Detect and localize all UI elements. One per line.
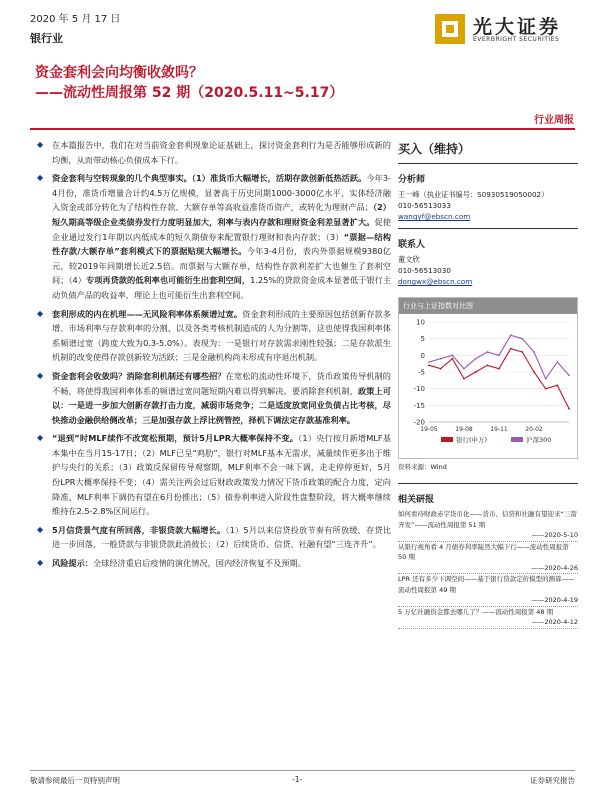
related-report-item[interactable] (398, 542, 578, 575)
data-point (533, 371, 535, 373)
contact-info (398, 254, 578, 287)
y-tick-label: 10 (416, 318, 425, 327)
header-divider (30, 128, 575, 130)
contact-name: 董文欣 (398, 255, 420, 264)
comparison-chart (398, 297, 578, 459)
analyst-phone: 010-56513033 (398, 201, 451, 210)
paragraph-facts: ◆ 资金套利与空转现象的几个典型事实。（1）准货币大幅增长，活期存款创新低热活跃。今年3-4月份，准货币增量合计约4.5万亿规模，显著高于历史同期1000-3000亿水平，实体经济融入资金或部分转化为了结构性存款、大额存单等高收益准货币资产，或转化为理财产品；（2）短久期高等级企业类债券发行力度明显加大，利率与表内存款和理财资金利差显著扩大。促使企业通过发行1年期以内低成本的短久期债券来配置银行理财和表内存款；（3）“票据—结构性存款/大额存单”套利模式下的票据贴现大幅增长。今年3-4月份，表内外票据规模9380亿元，较2019年同期增长近2.5倍。而票据与大额存单，结构性存款利差扩大也催生了套利空间；（4）专项再贷款的低利率也可能衍生出套利空间，1.25%的贷款资金成本显著低于银行主动负债产品的收益率，理论上也可能衍生出套利空间。 (37, 173, 392, 300)
y-tick-label: -5 (418, 368, 425, 377)
data-point (521, 351, 523, 353)
x-tick-label: 19-11 (490, 426, 508, 433)
data-point (556, 384, 558, 386)
x-tick-label: 19-05 (420, 426, 438, 433)
data-point (510, 334, 512, 336)
related-report-item[interactable] (398, 509, 578, 542)
diamond-bullet-icon: ◆ (37, 433, 44, 443)
data-point (451, 354, 453, 356)
sidebar-divider (398, 163, 578, 164)
chart-title: 行业与上证指数对比图 (399, 298, 577, 314)
data-point (545, 388, 547, 390)
diamond-bullet-icon: ◆ (37, 370, 44, 380)
diamond-bullet-icon: ◆ (37, 558, 44, 568)
related-report-date: ——2020-4-12 (398, 617, 578, 629)
chart-svg (399, 314, 575, 454)
logo-english: EVERBRIGHT SECURITIES (473, 36, 560, 43)
related-report-title: 从银行视角看 4 月债券利率陡然大幅下行——流动性周报第 50 期 (398, 542, 569, 561)
data-point (486, 364, 488, 366)
data-point (440, 358, 442, 360)
x-tick-label: 20-02 (525, 426, 543, 433)
report-type: 行业周报 (534, 115, 574, 126)
related-report-item[interactable] (398, 574, 578, 607)
analyst-info (398, 189, 578, 222)
data-point (428, 361, 430, 363)
paragraph-mlf: ◆ “退到”时MLF续作不改宽松预期，预计5月LPR大概率保持不变。（1）央行按月新增MLF基本集中在当月15-17日；（2）MLF已呈“鸡肋”，银行对MLF基本无需求，减量续作更多出于维护与央行的关系；（3）政策反保留传导观察期，MLF利率不会一味下调，走走停停更好，5月份LPR大概率保持不变；（4）需关注两会过后财政政策发力情况下货币政策的配合力度，定向降准、MLF利率下调仍有望在6月份推出；（5）债券利率进入阶段性盘整阶段，将大概率继续维持在2.5-2.8%区间运行。 (37, 433, 391, 517)
related-reports (398, 509, 578, 629)
main-body (36, 138, 391, 575)
sector-label: 银行业 (30, 32, 63, 45)
data-point (486, 351, 488, 353)
analyst-license: （执业证书编号：S0930519050002） (419, 190, 549, 199)
contact-phone: 010-56513030 (398, 266, 451, 275)
logo (433, 10, 593, 48)
data-point (568, 374, 570, 376)
data-point (463, 378, 465, 380)
data-point (510, 348, 512, 350)
related-report-date: ——2020-4-26 (398, 563, 578, 575)
legend-swatch (511, 437, 523, 442)
y-tick-label: 5 (420, 335, 425, 344)
data-point (545, 378, 547, 380)
data-point (533, 351, 535, 353)
data-point (568, 408, 570, 410)
diamond-bullet-icon: ◆ (37, 524, 44, 534)
related-report-date: ——2020-4-19 (398, 595, 578, 607)
page-subtitle: ——流动性周报第 52 期（2020.5.11~5.17） (35, 85, 344, 101)
related-report-date: ——2020-5-10 (398, 530, 578, 542)
y-tick-label: 0 (420, 351, 425, 360)
legend-swatch (441, 437, 453, 442)
series-line (429, 349, 569, 409)
rating: 买入（维持） (398, 142, 471, 156)
report-date: 2020 年 5 月 17 日 (30, 14, 121, 25)
related-report-item[interactable] (398, 607, 578, 629)
sidebar-divider (398, 228, 578, 229)
logo-mark-icon (433, 12, 467, 46)
page-number: -1- (292, 775, 303, 784)
related-heading: 相关研报 (398, 495, 435, 505)
related-report-title: 5 万亿社融资金都去哪儿了？——流动性周报第 48 期 (398, 607, 554, 616)
paragraph-mechanism: ◆ 套利形成的内在机理——无风险利率体系频谱过宽。资金套利形成的主要原因包括创新存款多增、市场利率与存款利率的分割、以及各类考核机制造成的人为分割等，这也使得我国利率体系频谱过宽（跨度大致为0.3-5.0%）。表现为：一是银行对存款需求刚性较强；二是存款派生机制的改变使得存款创新较为活跃；三是金融机构尚未形成有序退出机制。 (37, 308, 391, 363)
sidebar-divider (398, 483, 578, 484)
data-point (498, 368, 500, 370)
analyst-heading: 分析师 (398, 175, 426, 185)
analyst-name: 王一峰 (398, 190, 420, 199)
contact-email-link[interactable]: dongwx@ebscn.com (398, 277, 473, 286)
diamond-bullet-icon: ◆ (37, 173, 44, 183)
related-report-title: 如何看待财政赤字货币化——货币、信贷和社融有望迎来“三箭齐发”——流动性周报第 51 期 (398, 510, 577, 529)
data-point (440, 368, 442, 370)
paragraph-credit: ◆ 5月信贷景气度有所回落，非银贷款大幅增长。（1）5月以来信贷投放节奏有所放缓，存贷比进一步回落，一般贷款与非银贷款此消彼长；（2）后续货币、信贷、社融有望“三连齐升”。 (37, 524, 391, 550)
footer (30, 770, 575, 785)
data-point (428, 364, 430, 366)
footer-disclaimer: 敬请参阅最后一页特别声明 (30, 776, 120, 785)
data-point (521, 338, 523, 340)
y-tick-label: -10 (413, 385, 425, 394)
footer-label: 证券研究报告 (530, 776, 575, 785)
paragraph-convergence: ◆ 资金套利会收敛吗？消除套利机制还有哪些招？在宽松的流动性环境下，货币政策传导机制的不畅，将使得我国利率体系的频谱过宽问题短期内难以得到解决。要消除套利机制，政策上可以：一是进一步加大创新存款打击力度，减弱市场竞争；二是适度放宽同业负债占比考核，尽快推动金融供给侧改革；三是加强存款上浮比例管控，择机下调法定存款基准利率。 (37, 370, 391, 425)
y-tick-label: -20 (413, 418, 425, 427)
sidebar (398, 138, 578, 629)
data-point (475, 371, 477, 373)
data-point (498, 354, 500, 356)
data-point (463, 368, 465, 370)
contact-heading: 联系人 (398, 240, 426, 250)
diamond-bullet-icon: ◆ (37, 308, 44, 318)
page-title: 资金套利会向均衡收敛吗？ (35, 65, 203, 81)
chart-source: 资料来源：Wind (398, 463, 447, 471)
data-point (475, 358, 477, 360)
analyst-email-link[interactable]: wangyf@ebscn.com (398, 212, 471, 221)
paragraph-risk: ◆ 风险提示：全球经济重启后疫情的演化情况，国内经济恢复不及预期。 (36, 556, 391, 571)
paragraph-intro: ◆ 在本篇报告中，我们在对当前资金套利现象论证基础上，探讨资金套利行为是否能够形成新的均衡，从而带动核心负债成本下行。 (37, 140, 391, 165)
related-report-title: LPR 还有多少下调空间——基于银行贷款定价模型的测算——流动性周报第 49 期 (398, 575, 575, 594)
legend-label: 银行(申万) (456, 436, 488, 444)
diamond-bullet-icon: ◆ (37, 140, 44, 149)
data-point (451, 358, 453, 360)
legend-label: 沪深300 (526, 436, 552, 444)
x-tick-label: 19-08 (455, 426, 473, 433)
data-point (556, 361, 558, 363)
logo-text: 光大证券 (473, 16, 562, 38)
y-tick-label: -15 (413, 401, 425, 410)
